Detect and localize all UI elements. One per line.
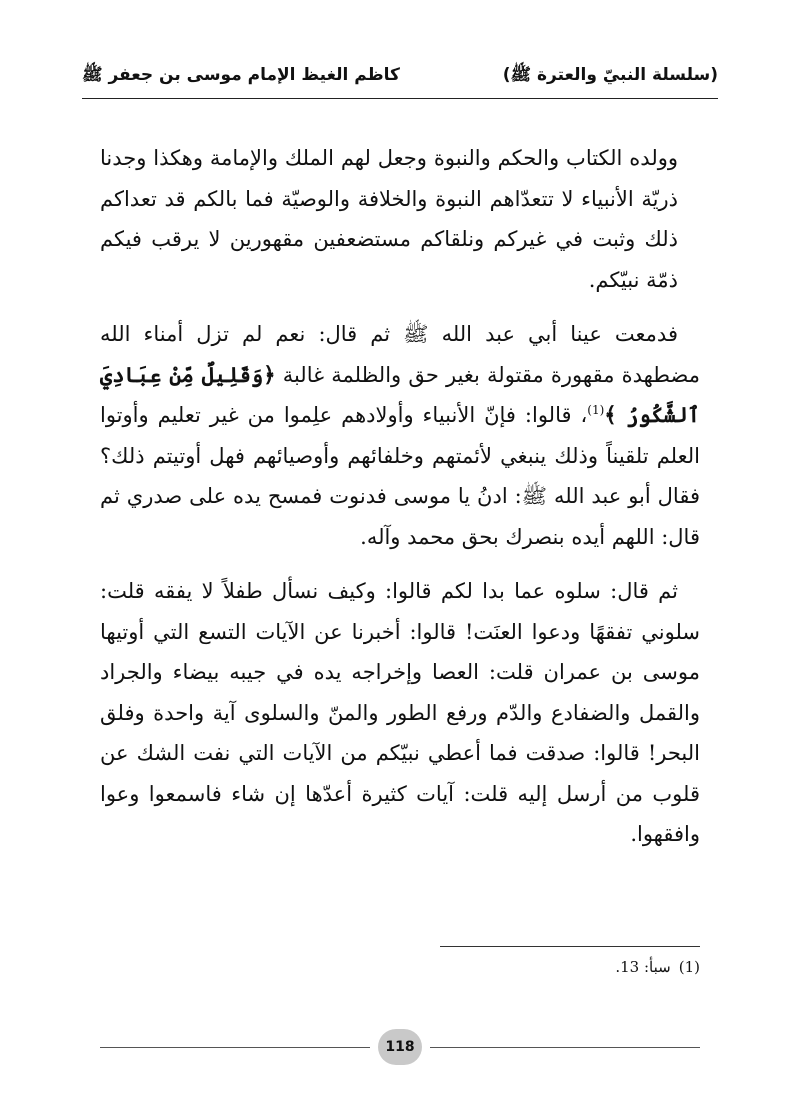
paragraph-2 [100, 314, 700, 557]
page-number: 118 [378, 1029, 422, 1065]
footnote-text: سبأ: 13. [615, 958, 671, 976]
page-number-rule-left [100, 1047, 370, 1048]
page-number-rule-right [430, 1047, 700, 1048]
footnote-reference[interactable]: (1) [587, 403, 605, 417]
paragraph-1: وولده الكتاب والحكم والنبوة وجعل لهم الملك والإمامة وهكذا وجدنا ذريّة الأنبياء لا تتعدّاهم النبوة والخلافة والوصيّة فما بالكم قد تعداكم ذلك وثبت في غيركم ونلقاكم مستضعفين مقهورين لا يرقب فيكم ذمّة نبيّكم. [100, 146, 678, 292]
quran-verse: ﴿وَقَلِيلٌ مِّنْ عِبَادِيَ ٱلشَّكُورُ ﴾ [100, 361, 700, 427]
paragraph-2-text-start: فدمعت عينا أبي عبد الله ﷺ ثم قال: نعم لم تزل أمناء الله مضطهدة مقهورة مقتولة بغير حق والظلمة غالبة [100, 322, 700, 387]
running-header [82, 58, 718, 94]
paragraph-3: ثم قال: سلوه عما بدا لكم قالوا: وكيف نسأل طفلاً لا يفقه قلت: سلوني تفقهًا ودعوا العنَت! قالوا: أخبرنا عن الآيات التسع التي أوتيها موسى بن عمران قلت: العصا وإخراجه يده في جيبه بيضاء والجراد والقمل والضفادع والدّم ورفع الطور والمنّ والسلوى آية واحدة وفلق البحر! قالوا: صدقت فما أعطي نبيّكم من الآيات التي نفت الشك عن قلوب من أرسل إليه قلت: آيات كثيرة أعدّها إن شاء فاسمعوا وعوا وافقهوا. [100, 579, 700, 846]
main-text [100, 138, 700, 869]
book-title: كاظم الغيظ الإمام موسى بن جعفر ﷺ [82, 64, 400, 85]
footnote-divider [440, 946, 700, 947]
series-title: (سلسلة النبيّ والعترة ﷺ) [502, 64, 718, 85]
header-divider [82, 98, 718, 99]
footnote [615, 958, 700, 976]
footnote-number: (1) [678, 958, 700, 976]
paragraph-2-text-end: ، قالوا: فإنّ الأنبياء وأولادهم علِموا من غير تعليم وأوتوا العلم تلقيناً وذلك ينبغي لأئمتهم وخلفائهم وأوصيائهم فهل أوتيتم ذلك؟ فقال أبو عبد الله ﷺ: ادنُ يا موسى فدنوت فمسح يده على صدري ثم قال: اللهم أيده بنصرك بحق محمد وآله. [100, 403, 700, 549]
